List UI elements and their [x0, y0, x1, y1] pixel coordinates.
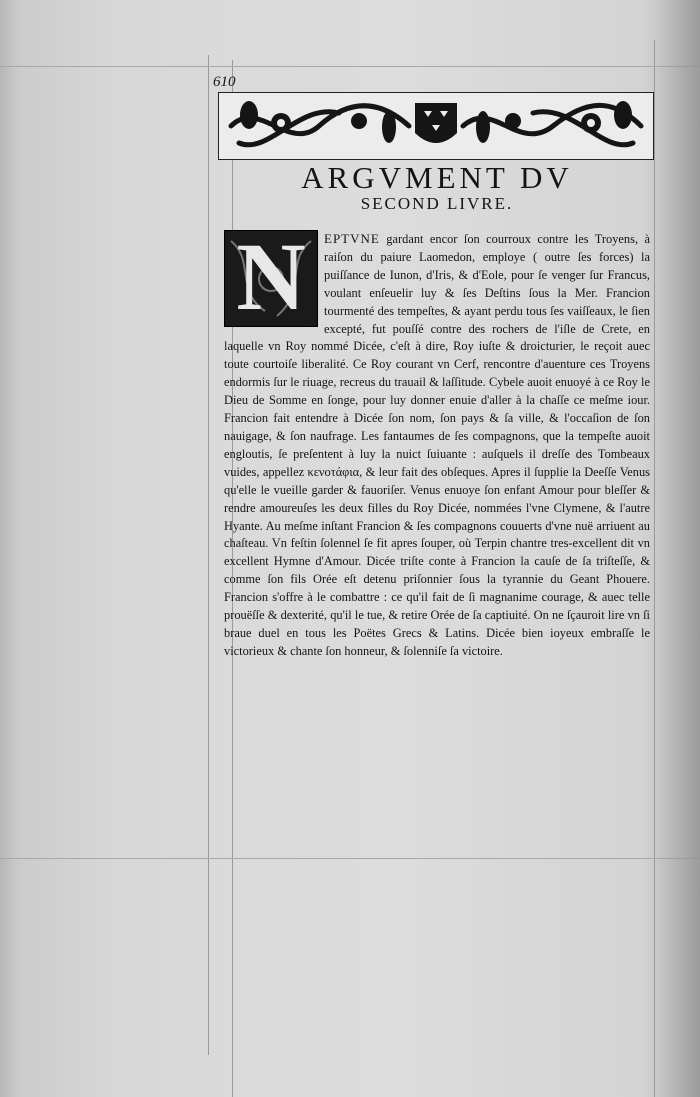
- lead-word: EPTVNE: [324, 231, 380, 246]
- decorated-initial: [224, 223, 318, 330]
- headpiece-ornament-icon: [219, 93, 653, 159]
- argument-text: gardant encor ſon courroux contre les Troyens, à raiſon du paiure Laomedon, employe ( outre ſes forces) la puiſſance de Iunon, d'Iris, & d'Eole, pour ſe venger ſur Francus, voulant enſeuelir luy & ſes Deſtins ſous la Mer. Francion tourmenté des tempeſtes, & ayant perdu tous ſes vaiſſeaux, le ſien excepté, fut pouſſé contre des rochers de l'iſle de Crete, en laquelle vn Roy nommé Dicée, c'eſt à dire, Roy iuſte & droicturier, le reçoit auec toute courtoiſe liberalité. Ce Roy courant vn Cerf, rencontre d'auenture ces Troyens endormis ſur le riuage, recreus du trauail & laſſitude. Cybele auoit enuoyé à ce Roy le Dieu de Somme en ſonge, pour luy donner enuie d'aller à la chaſſe ce meſme iour. Francion fait entendre à Dicée ſon nom, ſon pays & ſa ville, & l'occaſion de ſon nauigage, & ſon naufrage. Les fantaumes de ſes compagnons, que la tempeſte auoit engloutis, ſe preſentent à luy la nuict ſuiuante : auſquels il dreſſe des Tombeaux vuides, appellez κενοτάφια, & leur fait des obſeques. Apres il ſupplie la Deeſſe Venus qu'elle le vueille garder & fauoriſer. Venus enuoye ſon enfant Amour pour bleſſer & rendre amoureuſes les deux filles du Roy Dicée, nommées l'vne Clymene, & l'autre Hyante. Au meſme inſtant Francion & ſes compagnons couuerts d'vne nuë arriuent au chaſteau. Vn feſtin ſolennel ſe fit apres ſouper, où Terpin chantre tres-excellent dit vn excellent Hymne d'Amour. Dicée triſte conte à Francion la cauſe de ſa triſteſſe, & comme ſon fils Orée eſt detenu priſonnier ſous la tyrannie du Geant Phouere. Francion s'offre à le combattre : ce qu'il fait de ſi magnanime courage, & auec telle prouëſſe & dexterité, qu'il le tue, & retire Orée de ſa captiuité. On ne ſçauroit lire vn ſi braue duel en tous les Poëtes Grecs & Latins. Dicée bien ioyeux embraſſe le victorieux & chante ſon honneur, & ſolenniſe ſa victoire.: [224, 232, 650, 658]
- argument-paragraph: [224, 223, 650, 661]
- page-number: 610: [213, 74, 236, 90]
- margin-rule: [0, 66, 700, 67]
- ornamental-headpiece: [218, 92, 654, 160]
- chapter-subtitle: SECOND LIVRE.: [360, 194, 514, 213]
- chapter-title: ARGVMENT DV: [301, 160, 573, 195]
- initial-letter: N: [236, 223, 306, 330]
- page-spine-shadow: [655, 0, 700, 1097]
- margin-rule: [0, 858, 700, 859]
- margin-rule: [208, 55, 209, 1055]
